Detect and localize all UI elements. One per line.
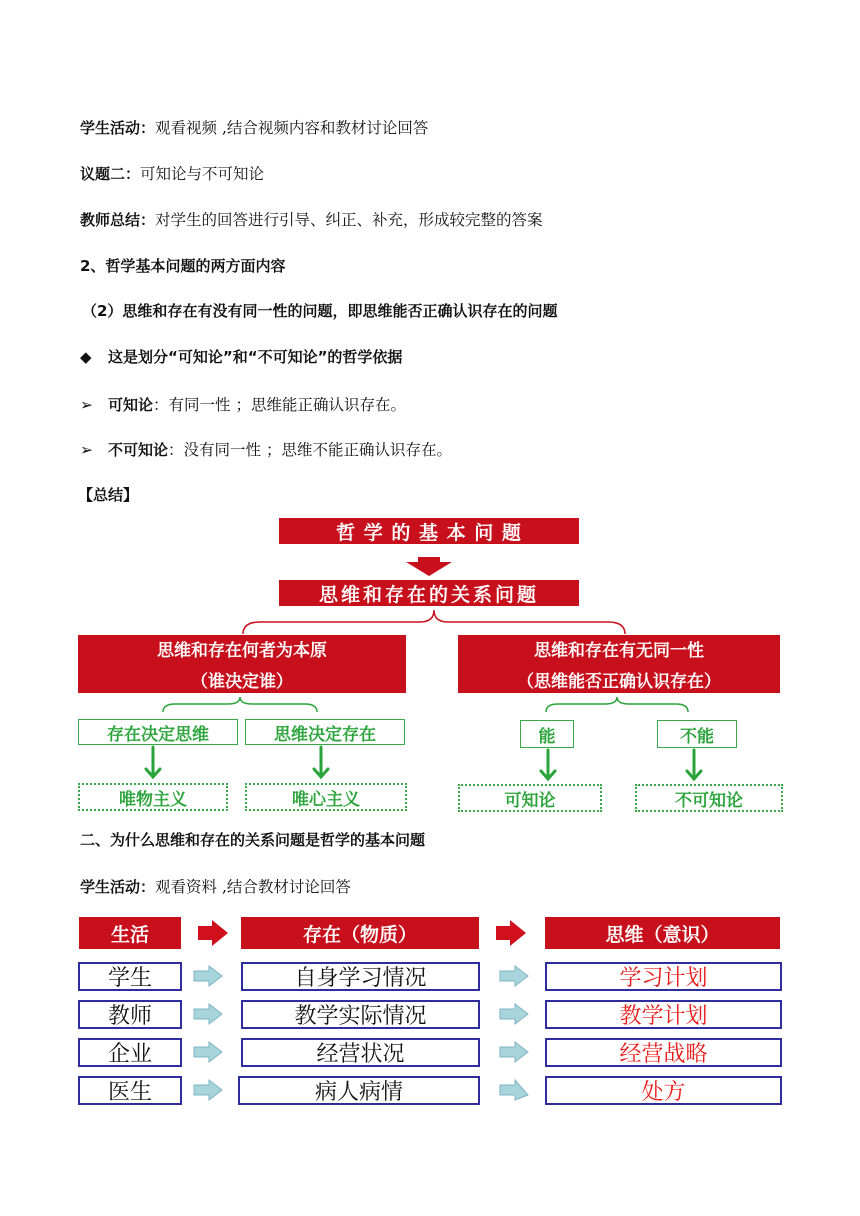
row1-plan: 学习计划: [545, 962, 782, 991]
student-activity-label: 学生活动：: [80, 119, 156, 137]
row3-arrow-a-icon: [194, 1042, 222, 1062]
section-two-heading: 二、为什么思维和存在的关系问题是哲学的基本问题: [80, 831, 426, 849]
existence-determines-thinking-box: 存在决定思维: [78, 719, 238, 745]
row4-who: 医生: [78, 1076, 182, 1105]
header-life: 生活: [79, 917, 181, 949]
topic-two-text: 可知论与不可知论: [140, 165, 265, 183]
basic-question-box: 哲 学 的 基 本 问 题: [279, 518, 579, 544]
row3-arrow-b-icon: [500, 1042, 528, 1062]
header-arrow-2-icon: [496, 920, 526, 946]
header-existence: 存在（物质）: [241, 917, 479, 949]
question-two-heading: （2）思维和存在有没有同一性的问题，即思维能否正确认识存在的问题: [82, 302, 558, 320]
row4-plan: 处方: [545, 1076, 782, 1105]
origin-question-sub: （谁决定谁）: [191, 672, 293, 692]
unknowable-label: 不可知论: [108, 441, 169, 459]
relation-question-box: 思维和存在的关系问题: [279, 580, 579, 606]
row1-arrow-b-icon: [500, 966, 528, 986]
header-thinking: 思维（意识）: [545, 917, 780, 949]
row4-arrow-b-icon: [500, 1080, 528, 1100]
arrow-bullet-icon: ➢: [80, 441, 93, 459]
diamond-bullet-text: 这是划分“可知论”和“不可知论”的哲学依据: [108, 348, 403, 366]
knowable-label: 可知论: [108, 396, 154, 414]
teacher-summary-text: 对学生的回答进行引导、纠正、补充，形成较完整的答案: [155, 211, 543, 229]
row1-situation: 自身学习情况: [241, 962, 480, 991]
row2-who: 教师: [78, 1000, 182, 1029]
identity-question-title: 思维和存在有无同一性: [534, 641, 704, 661]
header-arrow-1-icon: [198, 920, 228, 946]
cannot-box: 不能: [657, 720, 737, 748]
row3-who: 企业: [78, 1038, 182, 1067]
row1-arrow-a-icon: [194, 966, 222, 986]
row2-arrow-b-icon: [500, 1004, 528, 1024]
thinking-determines-existence-box: 思维决定存在: [245, 719, 405, 745]
teacher-summary-label: 教师总结：: [80, 211, 156, 229]
origin-question-title: 思维和存在何者为本原: [157, 641, 327, 661]
knowable-text: ：有同一性 ；思维能正确认识存在。: [153, 396, 406, 414]
materialism-box: 唯物主义: [78, 783, 228, 811]
row1-who: 学生: [78, 962, 182, 991]
knowable-box: 可知论: [458, 784, 602, 812]
can-box: 能: [520, 720, 574, 748]
row4-arrow-a-icon: [194, 1080, 222, 1100]
unknowable-text: ：没有同一性 ；思维不能正确认识存在。: [168, 441, 452, 459]
row4-situation: 病人病情: [238, 1076, 480, 1105]
row3-situation: 经营状况: [241, 1038, 480, 1067]
row2-plan: 教学计划: [545, 1000, 782, 1029]
idealism-box: 唯心主义: [245, 783, 407, 811]
section-heading-2: 2、哲学基本问题的两方面内容: [80, 257, 286, 275]
student-activity-text-2: 观看资料 ,结合教材讨论回答: [155, 878, 351, 896]
identity-question-sub: （思维能否正确认识存在）: [517, 672, 721, 692]
topic-two-label: 议题二：: [80, 165, 141, 183]
summary-heading: 【总结】: [78, 486, 139, 504]
row2-arrow-a-icon: [194, 1004, 222, 1024]
arrow-bullet-icon: ➢: [80, 396, 93, 414]
unknowable-box: 不可知论: [635, 784, 783, 812]
diamond-bullet-icon: ◆: [80, 348, 92, 366]
row3-plan: 经营战略: [545, 1038, 782, 1067]
row2-situation: 教学实际情况: [241, 1000, 480, 1029]
student-activity-label-2: 学生活动：: [80, 878, 156, 896]
student-activity-text: 观看视频 ,结合视频内容和教材讨论回答: [155, 119, 429, 137]
